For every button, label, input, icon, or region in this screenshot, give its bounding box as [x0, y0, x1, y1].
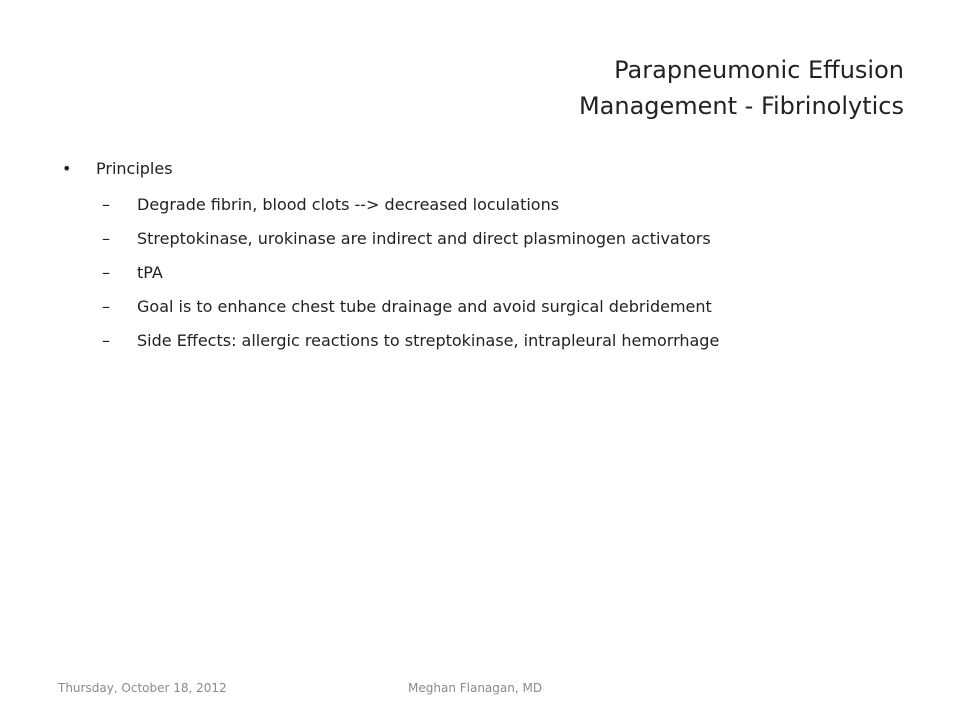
sub-bullet-list: [62, 188, 922, 358]
sub-bullet-item: [62, 290, 922, 324]
sub-bullet-text: Side Effects: allergic reactions to streptokinase, intrapleural hemorrhage: [137, 331, 720, 350]
sub-bullet-text: Degrade fibrin, blood clots --> decreased loculations: [137, 195, 560, 214]
bullet-dot-icon: •: [62, 159, 72, 178]
bullet-item-principles: [62, 150, 922, 188]
footer-date: Thursday, October 18, 2012: [58, 681, 227, 695]
sub-bullet-item: [62, 188, 922, 222]
sub-bullet-item: [62, 222, 922, 256]
dash-bullet-icon: –: [102, 331, 110, 350]
title-line-1: Parapneumonic Effusion: [614, 56, 904, 84]
footer-author: Meghan Flanagan, MD: [408, 681, 543, 695]
dash-bullet-icon: –: [102, 195, 110, 214]
title-line-2: Management - Fibrinolytics: [578, 92, 904, 120]
slide-title: [144, 52, 904, 124]
sub-bullet-item: [62, 256, 922, 290]
dash-bullet-icon: –: [102, 297, 110, 316]
sub-bullet-text: tPA: [137, 263, 163, 282]
sub-bullet-item: [62, 324, 922, 358]
bullet-label: Principles: [96, 159, 173, 178]
slide-content: [62, 150, 922, 358]
sub-bullet-text: Goal is to enhance chest tube drainage and avoid surgical debridement: [137, 297, 712, 316]
sub-bullet-text: Streptokinase, urokinase are indirect and direct plasminogen activators: [137, 229, 711, 248]
dash-bullet-icon: –: [102, 229, 110, 248]
dash-bullet-icon: –: [102, 263, 110, 282]
